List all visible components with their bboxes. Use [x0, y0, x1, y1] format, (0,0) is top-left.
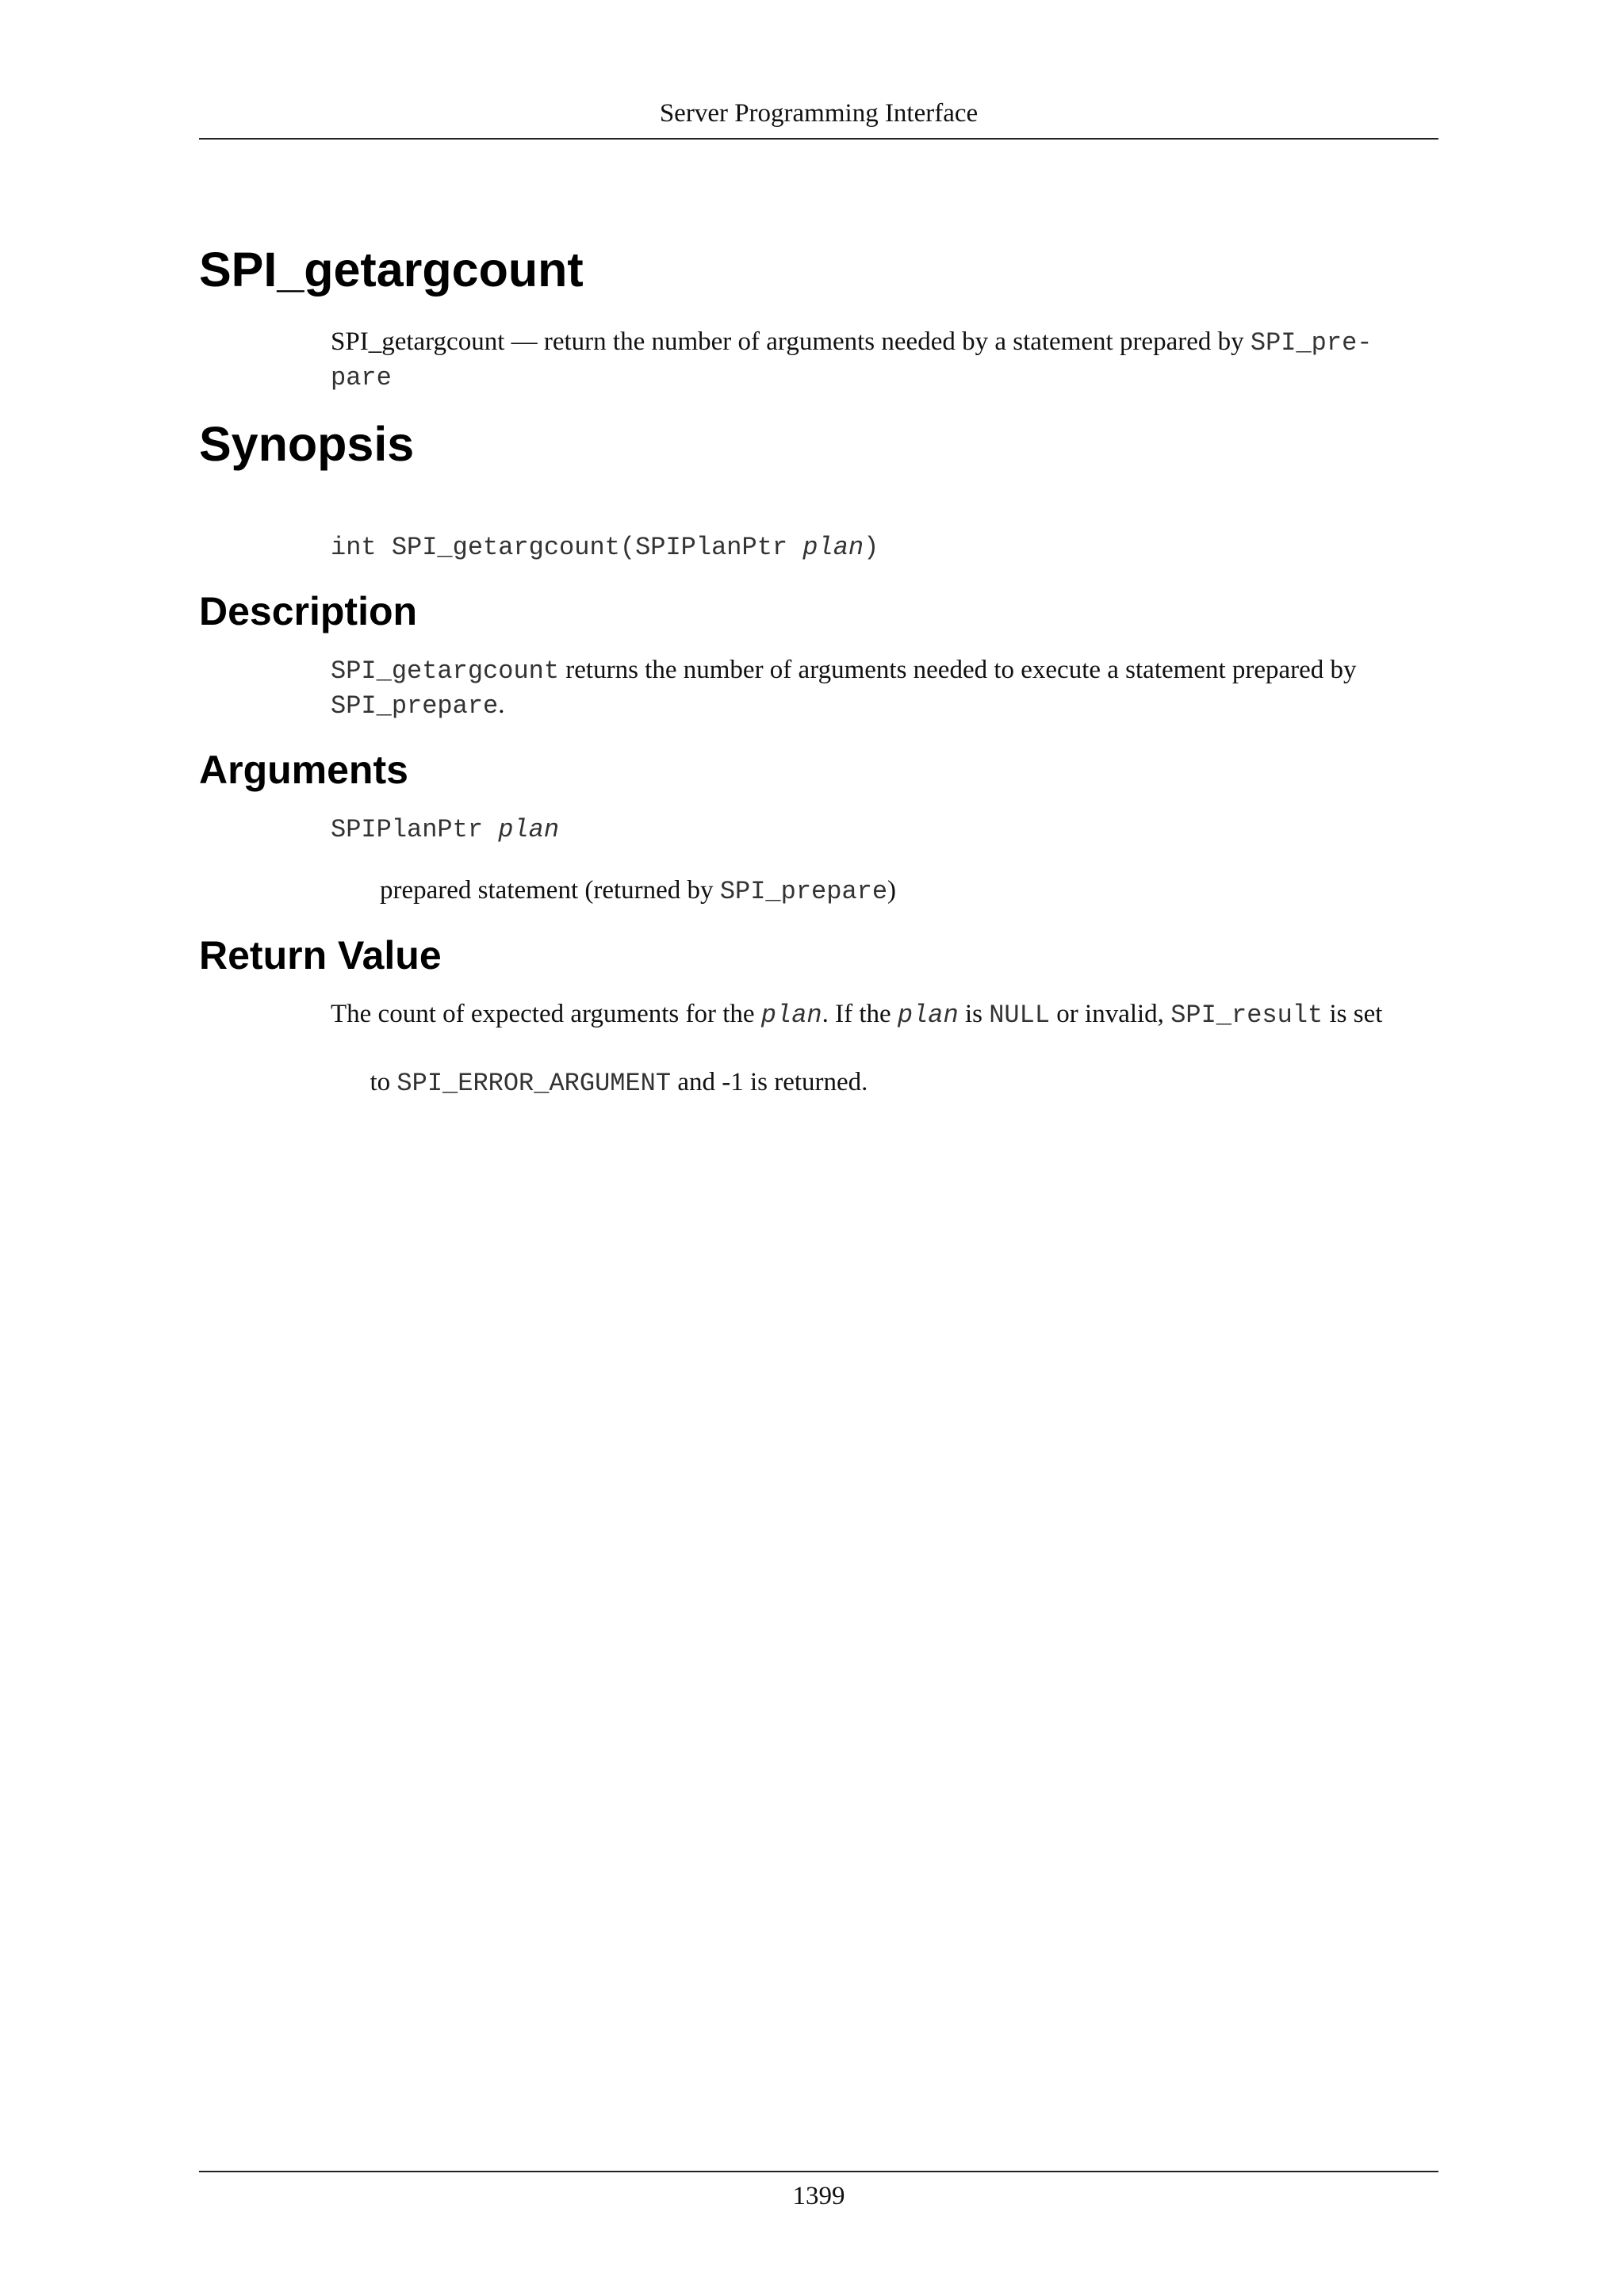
- synopsis-code: [331, 530, 1438, 564]
- rv-spi-result: SPI_result: [1170, 1001, 1323, 1030]
- description-code2: SPI_prepare: [331, 691, 499, 721]
- arguments-heading: Arguments: [199, 748, 408, 792]
- purpose-code-part1: SPI_pre-: [1250, 328, 1373, 358]
- purpose-dash: —: [504, 327, 544, 356]
- argument-def-code: SPI_prepare: [719, 877, 888, 906]
- description-heading: Description: [199, 589, 418, 633]
- rv-null: NULL: [989, 1001, 1051, 1030]
- rv-error-argument: SPI_ERROR_ARGUMENT: [396, 1069, 672, 1098]
- rv-t5: is set: [1323, 1000, 1383, 1028]
- page-footer: [199, 2171, 1438, 2220]
- running-header-title: Server Programming Interface: [659, 99, 979, 128]
- rv-plan1: plan: [760, 1001, 822, 1030]
- refentry-purpose: [331, 325, 1438, 395]
- synopsis-heading: Synopsis: [199, 417, 415, 471]
- purpose-name: SPI_getargcount: [331, 327, 505, 356]
- rv-plan2: plan: [897, 1001, 959, 1030]
- synopsis-code-suffix: ): [864, 533, 879, 562]
- argument-def-text2: ): [887, 876, 897, 905]
- purpose-code-part2: pare: [331, 363, 392, 392]
- synopsis-code-prefix: int SPI_getargcount(SPIPlanPtr: [331, 533, 803, 562]
- argument-term-type: SPIPlanPtr: [331, 815, 499, 844]
- argument-term: [331, 812, 1438, 847]
- rv-t4: or invalid,: [1050, 1000, 1171, 1028]
- purpose-text: return the number of arguments needed by a statement prepared by: [543, 327, 1251, 356]
- running-header: [199, 94, 1438, 140]
- rv-t1: The count of expected arguments for the: [331, 1000, 761, 1028]
- rv-t2: . If the: [822, 1000, 898, 1028]
- rv-t7: and -1 is returned.: [671, 1068, 868, 1096]
- return-value-line1: [331, 997, 1438, 1032]
- description-code1: SPI_getargcount: [331, 656, 560, 686]
- return-value-paragraph: [331, 997, 1438, 1134]
- return-value-line2: [331, 1032, 1438, 1134]
- argument-term-param: plan: [498, 815, 560, 844]
- argument-definition: [380, 874, 1438, 909]
- description-text1: returns the number of arguments needed to execute a statement prepared by: [559, 656, 1357, 684]
- return-value-line1-left: [331, 997, 1382, 1032]
- refentry-title: SPI_getargcount: [199, 243, 584, 297]
- argument-def-text1: prepared statement (returned by: [380, 876, 720, 905]
- synopsis-code-param: plan: [802, 533, 864, 562]
- description-text2: .: [498, 691, 505, 719]
- description-paragraph: [331, 653, 1438, 723]
- return-value-heading: Return Value: [199, 933, 442, 978]
- page-number: 1399: [792, 2182, 845, 2210]
- page-content: [199, 238, 1438, 1134]
- rv-t3: is: [958, 1000, 990, 1028]
- rv-t6: to: [370, 1068, 397, 1096]
